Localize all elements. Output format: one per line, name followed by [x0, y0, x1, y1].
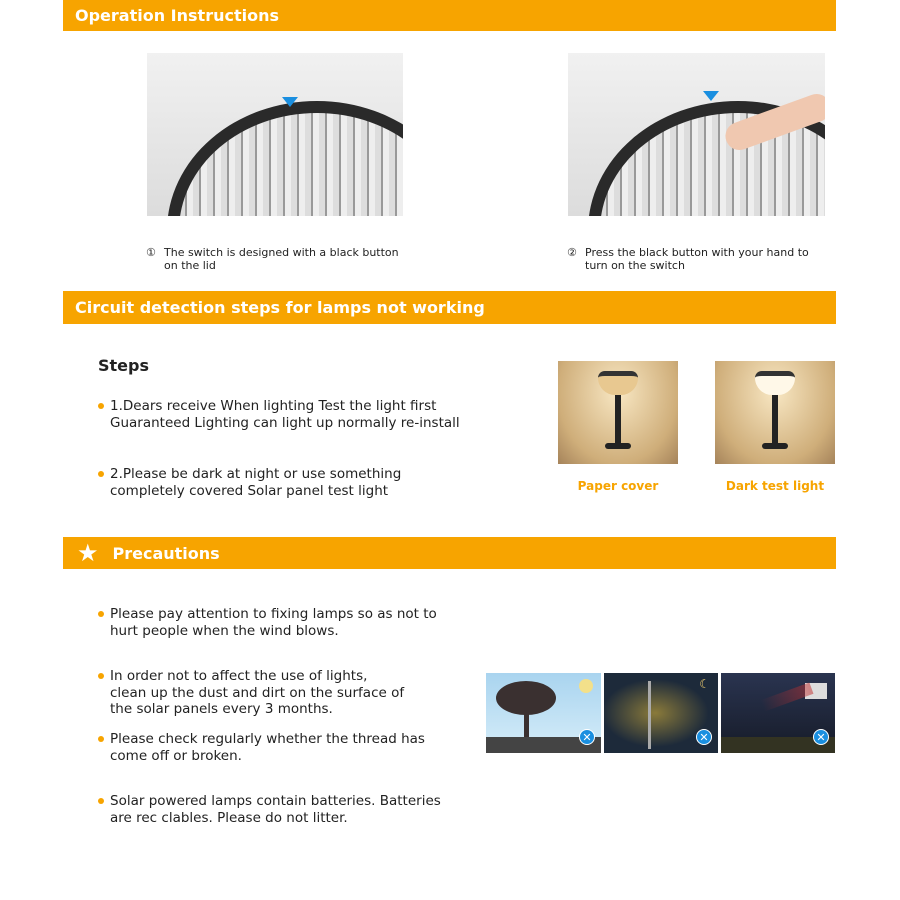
section-title: Precautions [112, 543, 220, 563]
arrow-down-icon [282, 97, 298, 107]
bullet-icon [98, 736, 104, 742]
precaution-item: Solar powered lamps contain batteries. Batteries are rec clables. Please do not litter. [98, 793, 443, 826]
precaution-item: Please pay attention to fixing lamps so as not to hurt people when the wind blows. [98, 606, 458, 639]
precaution-item: Please check regularly whether the thread has come off or broken. [98, 731, 458, 764]
section-header-circuit [63, 291, 836, 324]
photo-label: Dark test light [725, 479, 825, 493]
bullet-icon [98, 611, 104, 617]
section-header-precautions [63, 537, 836, 569]
close-icon: ✕ [813, 729, 829, 745]
steps-title: Steps [98, 356, 149, 375]
precaution-item: In order not to affect the use of lights, clean up the dust and dirt on the surface of the solar panels every 3 months. [98, 668, 408, 718]
bullet-icon [98, 403, 104, 409]
section-title: Operation Instructions [75, 6, 279, 25]
bullet-icon [98, 798, 104, 804]
section-title: Circuit detection steps for lamps not working [75, 298, 485, 317]
bullet-icon [98, 471, 104, 477]
bullet-icon [98, 673, 104, 679]
scene-windy-tree [486, 673, 601, 753]
scene-light-interference [721, 673, 835, 753]
lid-switch-photo [147, 53, 403, 216]
close-icon: ✕ [696, 729, 712, 745]
section-header-operation [63, 0, 836, 31]
press-switch-photo [568, 53, 825, 216]
arrow-down-icon [703, 91, 719, 101]
photo-label: Paper cover [577, 479, 659, 493]
scene-night-lamp: ☾ ✕ [604, 673, 718, 753]
paper-cover-photo [558, 361, 678, 464]
close-icon: ✕ [579, 729, 595, 745]
step-item: 1.Dears receive When lighting Test the light first Guaranteed Lighting can light up normally re-install [98, 398, 468, 431]
star-icon: ★ [77, 539, 99, 567]
step-item: 2.Please be dark at night or use something completely covered Solar panel test light [98, 466, 458, 499]
dark-test-photo [715, 361, 835, 464]
